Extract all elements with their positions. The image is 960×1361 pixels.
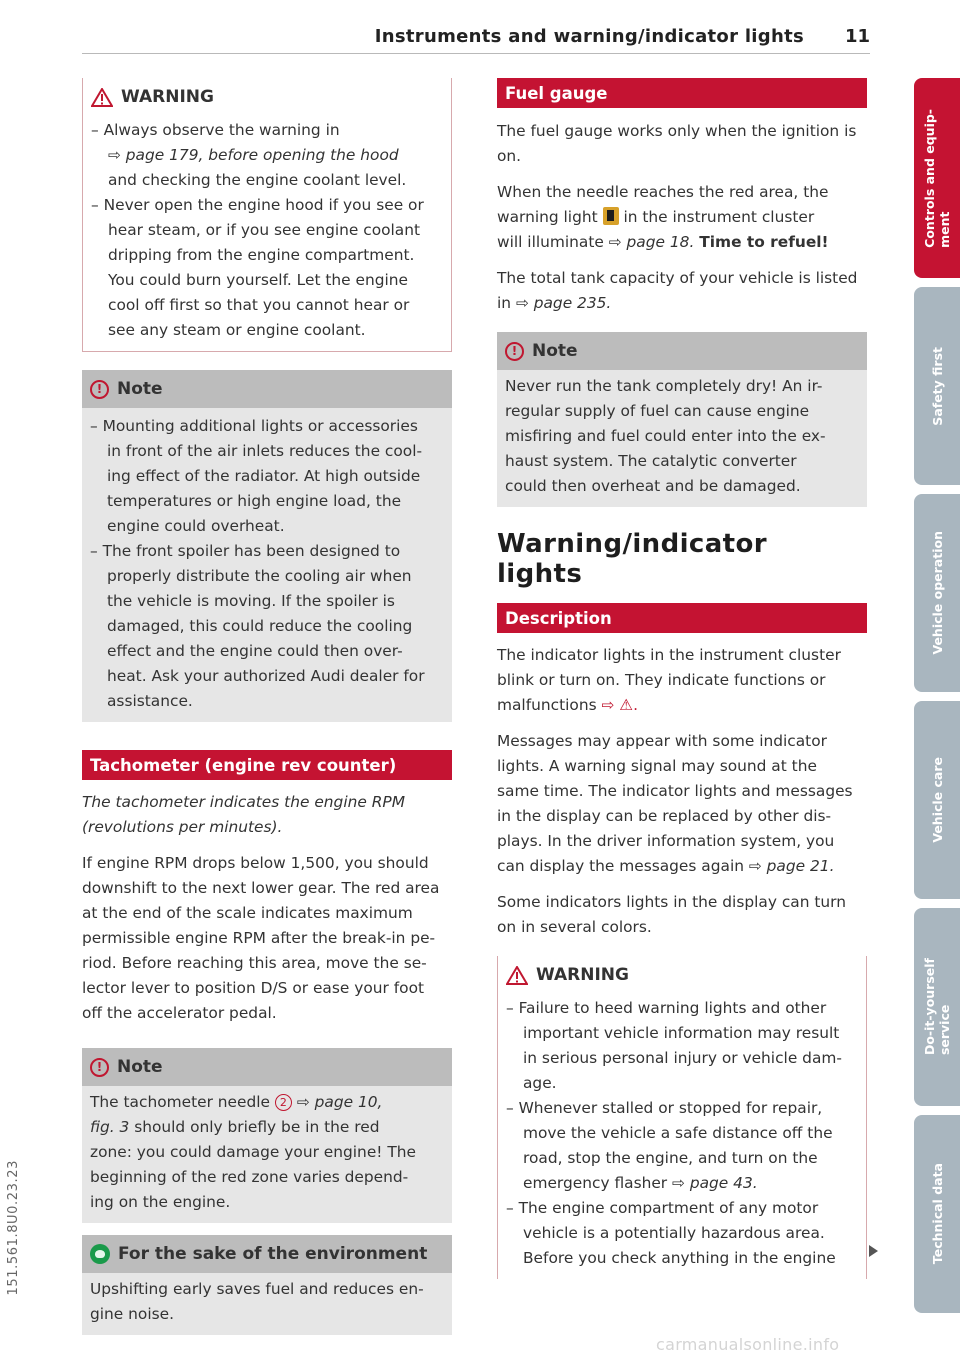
body-line: riod. Before reaching this area, move the se- [82,954,427,972]
warning-box [82,78,452,352]
warning-line: dripping from the engine compartment. [108,246,415,264]
chapter-title: Instruments and warning/indicator lights [374,26,804,47]
intro-line: The tachometer indicates the engine RPM [82,793,405,811]
note-title: Note [117,379,163,399]
note-line: effect and the engine could then over- [107,642,403,660]
warning-heading [498,956,866,994]
warning-triangle-icon [506,966,528,985]
note-line [90,1115,444,1140]
note-title: Note [532,341,578,361]
note-line: ing effect of the radiator. At high outside [107,467,421,485]
tab-vehicle-operation[interactable] [914,494,960,692]
page-ref[interactable]: ⇨ page 235. [515,294,612,312]
note-box [82,1048,452,1223]
warning-line: vehicle is a potentially hazardous area. [523,1224,825,1242]
document-code-text: 151.561.8U0.23.23 [6,1159,21,1295]
emphasis: Time to refuel! [699,233,829,251]
section-title-description: Description [497,603,867,633]
environment-body [82,1273,452,1335]
figure-ref[interactable]: fig. 3 [90,1118,130,1136]
para-line [497,291,867,316]
note-box [497,332,867,507]
text: should only briefly be in the red [129,1118,380,1136]
warning-line: – Always observe the warning in [91,121,340,139]
page-ref[interactable]: ⇨ page 21. [748,857,835,875]
body-line: off the accelerator pedal. [82,1004,277,1022]
para-line: The indicator lights in the instrument cluster [497,646,841,664]
warning-body [498,994,866,1279]
tab-do-it-yourself-service[interactable] [914,908,960,1106]
tab-vehicle-care[interactable] [914,701,960,899]
intro-line: (revolutions per minutes). [82,818,283,836]
text: warning light [497,208,598,226]
warning-line: move the vehicle a safe distance off the [523,1124,833,1142]
para-line [497,205,867,230]
warning-line: Before you check anything in the engine [523,1249,836,1267]
warning-line: see any steam or engine coolant. [108,321,366,339]
note-line: heat. Ask your authorized Audi dealer for [107,667,425,685]
description-para-1 [497,643,867,718]
tab-label: Vehicle care [929,757,945,843]
tab-label: Vehicle operation [929,531,945,655]
note-heading [497,332,867,370]
note-line: misfiring and fuel could enter into the ex- [505,427,826,445]
warning-line: – Never open the engine hood if you see or [91,196,424,214]
page-ref[interactable]: ⇨ page 179, before opening the hood [108,146,399,164]
text: emergency flasher [523,1174,673,1192]
warning-body [83,116,451,351]
page-ref[interactable]: ⇨ page 18. [608,233,695,251]
para-line [497,230,867,255]
warning-ref[interactable]: ⇨ ⚠. [601,696,638,714]
tab-controls-and-equipment[interactable] [914,78,960,278]
continue-arrow-icon [869,1245,878,1257]
chapter-heading [497,529,867,589]
fuel-para-3 [497,266,867,316]
note-line: regular supply of fuel can cause engine [505,402,810,420]
body-line: permissible engine RPM after the break-in pe- [82,929,436,947]
para-line [497,854,867,879]
para-line: The total tank capacity of your vehicle is listed [497,269,858,287]
tab-technical-data[interactable] [914,1115,960,1313]
warning-box [497,956,867,1279]
text: will illuminate [497,233,609,251]
warning-line: important vehicle information may result [523,1024,840,1042]
warning-title: WARNING [121,87,214,107]
environment-title: For the sake of the environment [118,1244,428,1264]
para-line [497,693,867,718]
note-line: engine could overheat. [107,517,285,535]
tab-label: Do-it-yourself service [922,958,952,1056]
warning-line: You could burn yourself. Let the engine [108,271,409,289]
text: The tachometer needle [90,1093,271,1111]
para-line: in the display can be replaced by other dis- [497,807,832,825]
para-line: same time. The indicator lights and messages [497,782,853,800]
note-heading [82,1048,452,1086]
body-line: at the end of the scale indicates maximum [82,904,413,922]
warning-triangle-icon [91,88,113,107]
para-line: plays. In the driver information system, you [497,832,835,850]
body-line: downshift to the next lower gear. The red area [82,879,440,897]
warning-line: road, stop the engine, and turn on the [523,1149,818,1167]
text: in the instrument cluster [623,208,815,226]
note-icon: ! [505,342,524,361]
page-ref[interactable]: ⇨ page 10, [296,1093,383,1111]
tab-label: Safety first [929,346,945,426]
note-title: Note [117,1057,163,1077]
note-box [82,370,452,722]
warning-line [506,1171,858,1196]
document-code [6,1055,26,1295]
description-para-2 [497,729,867,879]
tachometer-intro [82,790,452,840]
note-line: beginning of the red zone varies depend- [90,1168,409,1186]
warning-line: – Failure to heed warning lights and other [506,999,827,1017]
note-line: damaged, this could reduce the cooling [107,617,413,635]
para-line: blink or turn on. They indicate functions or [497,671,826,689]
right-column [497,78,867,1279]
leaf-icon [90,1244,110,1264]
para-line: The fuel gauge works only when the ignition is [497,122,857,140]
note-line: haust system. The catalytic converter [505,452,797,470]
warning-line: and checking the engine coolant level. [108,171,407,189]
page-header [82,26,870,54]
tab-label: Technical data [929,1163,945,1265]
heading-line: Warning/indicator [497,529,767,559]
note-line: zone: you could damage your engine! The [90,1143,416,1161]
environment-heading [82,1235,452,1273]
note-line: in front of the air inlets reduces the cool- [107,442,423,460]
warning-heading [83,78,451,116]
env-line: Upshifting early saves fuel and reduces en- [90,1280,424,1298]
note-icon: ! [90,1058,109,1077]
body-line: If engine RPM drops below 1,500, you should [82,854,429,872]
note-body [497,370,867,507]
para-line: lights. A warning signal may sound at the [497,757,817,775]
warning-line: – Whenever stalled or stopped for repair, [506,1099,823,1117]
para-line: on. [497,147,522,165]
note-body [82,408,452,722]
note-line: Never run the tank completely dry! An ir- [505,377,823,395]
fuel-warning-light-icon [603,207,619,225]
heading-line: lights [497,559,583,589]
note-body [82,1086,452,1223]
warning-title: WARNING [536,965,629,985]
section-title-fuel-gauge: Fuel gauge [497,78,867,108]
warning-line: hear steam, or if you see engine coolant [108,221,421,239]
warning-line: age. [523,1074,557,1092]
page-number: 11 [844,26,870,47]
fuel-para-2 [497,180,867,255]
note-line [90,1090,444,1115]
fuel-para-1 [497,119,867,169]
description-para-3 [497,890,867,940]
section-title-tachometer: Tachometer (engine rev counter) [82,750,452,780]
note-line: assistance. [107,692,193,710]
text: in [497,294,516,312]
note-line: properly distribute the cooling air when [107,567,412,585]
callout-number: 2 [275,1094,292,1111]
para-line: on in several colors. [497,918,652,936]
text: malfunctions [497,696,602,714]
warning-line: in serious personal injury or vehicle dam- [523,1049,842,1067]
warning-line: – The engine compartment of any motor [506,1199,819,1217]
note-line: – Mounting additional lights or accessories [90,417,418,435]
note-line: temperatures or high engine load, the [107,492,402,510]
left-column [82,78,452,1335]
note-line: the vehicle is moving. If the spoiler is [107,592,395,610]
environment-box [82,1235,452,1335]
warning-line [91,143,443,168]
note-icon: ! [90,380,109,399]
note-line: ing on the engine. [90,1193,231,1211]
tachometer-body [82,851,452,1026]
warning-line: cool off first so that you cannot hear or [108,296,410,314]
note-line: – The front spoiler has been designed to [90,542,401,560]
body-line: lector lever to position D/S or ease your foot [82,979,425,997]
note-heading [82,370,452,408]
note-line: could then overheat and be damaged. [505,477,801,495]
text: can display the messages again [497,857,749,875]
env-line: gine noise. [90,1305,174,1323]
para-line: Some indicators lights in the display can turn [497,893,846,911]
watermark: carmanualsonline.info [656,1335,840,1354]
tab-safety-first[interactable] [914,287,960,485]
para-line: When the needle reaches the red area, the [497,183,829,201]
tab-label: Controls and equip- ment [922,108,952,248]
para-line: Messages may appear with some indicator [497,732,827,750]
page-ref[interactable]: ⇨ page 43. [672,1174,758,1192]
